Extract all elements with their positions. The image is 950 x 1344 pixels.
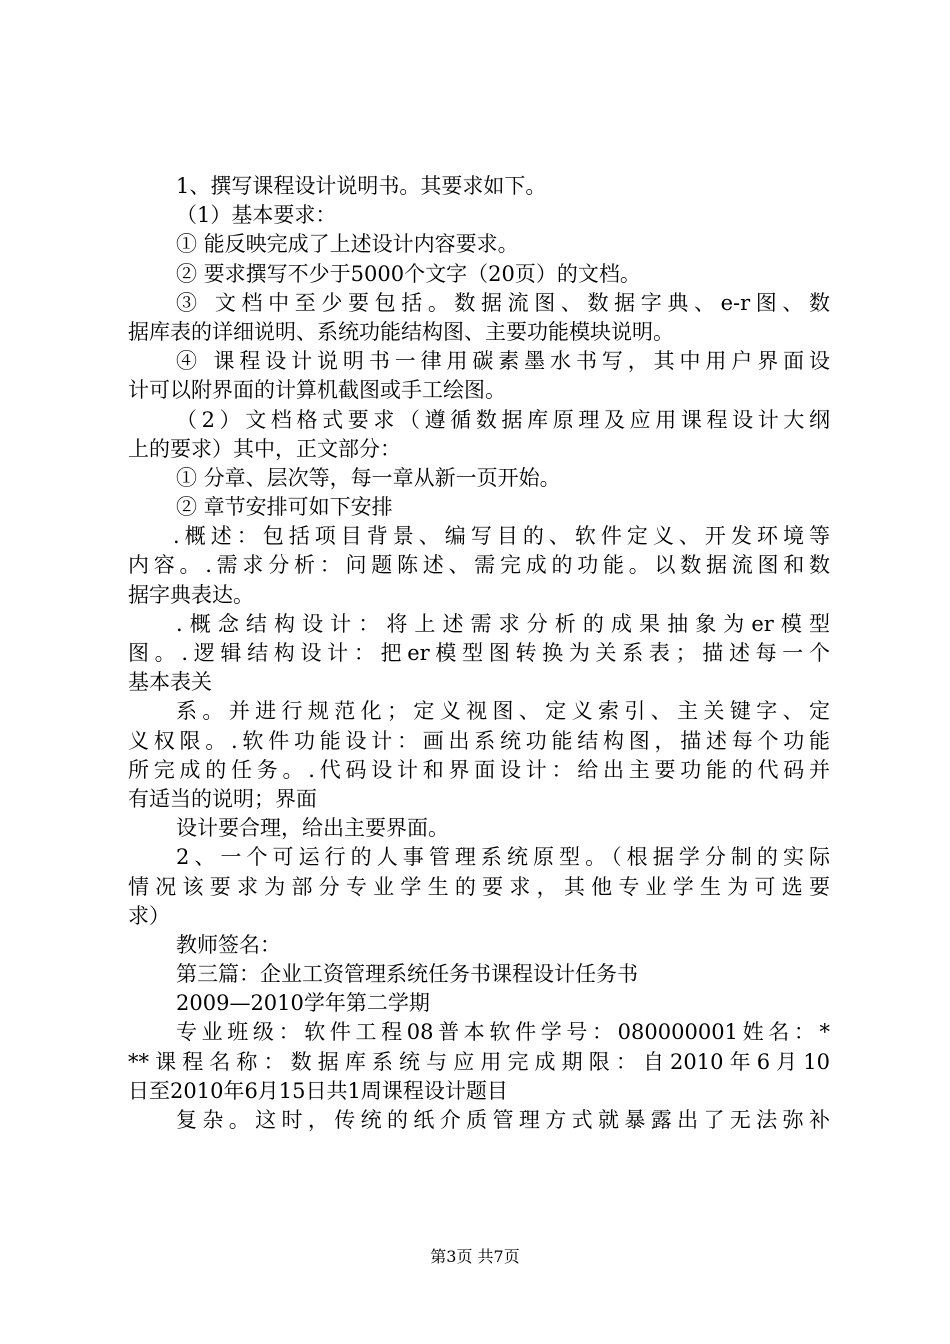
text-line: **课程名称：数据库系统与应用完成期限：自2010年6月10: [128, 1049, 830, 1074]
text-line: ② 要求撰写不少于5000个文字（20页）的文档。: [176, 261, 641, 286]
text-line: ① 能反映完成了上述设计内容要求。: [176, 232, 519, 257]
text-line: 据库表的详细说明、系统功能结构图、主要功能模块说明。: [128, 319, 674, 344]
text-line: 日至2010年6月15日共1周课程设计题目: [128, 1078, 508, 1103]
text-line: 复杂。这时，传统的纸介质管理方式就暴露出了无法弥补: [176, 1108, 830, 1132]
text-line: 2009—2010学年第二学期: [176, 991, 430, 1016]
text-line: 求）: [128, 903, 170, 928]
text-line: .概念结构设计：将上述需求分析的成果抽象为er模型: [176, 611, 830, 636]
text-line: 第三篇：企业工资管理系统任务书课程设计任务书: [176, 962, 638, 987]
text-line: ② 章节安排可如下安排: [176, 495, 393, 520]
text-line: 基本表关: [128, 670, 212, 695]
text-line: 上的要求）其中，正文部分：: [128, 436, 401, 461]
text-line: .概述：包括项目背景、编写目的、软件定义、开发环境等: [173, 524, 830, 549]
text-line: 义权限。.软件功能设计：画出系统功能结构图，描述每个功能: [128, 728, 830, 753]
body-text: [128, 172, 830, 1135]
text-line: ① 分章、层次等，每一章从新一页开始。: [176, 465, 561, 490]
text-line: 2、一个可运行的人事管理系统原型。（根据学分制的实际: [176, 845, 830, 870]
text-line: 所完成的任务。.代码设计和界面设计：给出主要功能的代码并: [128, 757, 830, 782]
text-line: 图。.逻辑结构设计：把er模型图转换为关系表；描述每一个: [128, 641, 830, 665]
text-line: 系。并进行规范化；定义视图、定义索引、主关键字、定: [176, 699, 830, 724]
text-line: 计可以附界面的计算机截图或手工绘图。: [128, 378, 506, 403]
text-line: ③ 文档中至少要包括。数据流图、数据字典、e-r图、数: [176, 290, 830, 315]
text-line: （2）文档格式要求（遵循数据库原理及应用课程设计大纲: [176, 407, 830, 432]
text-line: 情况该要求为部分专业学生的要求，其他专业学生为可选要: [128, 874, 830, 899]
text-line: 有适当的说明；界面: [128, 786, 317, 811]
text-line: 据字典表达。: [128, 582, 254, 607]
page-footer: 第3页 共7页: [430, 1247, 520, 1266]
text-line: 教师签名：: [176, 932, 281, 957]
text-line: 专业班级：软件工程08普本软件学号：080000001姓名：*: [176, 1020, 830, 1045]
text-line: 1、撰写课程设计说明书。其要求如下。: [176, 174, 547, 198]
text-line: 内容。.需求分析：问题陈述、需完成的功能。以数据流图和数: [128, 553, 830, 578]
text-line: （1）基本要求：: [176, 203, 337, 228]
text-line: ④ 课程设计说明书一律用碳素墨水书写，其中用户界面设: [176, 349, 830, 374]
text-line: 设计要合理，给出主要界面。: [176, 816, 449, 841]
